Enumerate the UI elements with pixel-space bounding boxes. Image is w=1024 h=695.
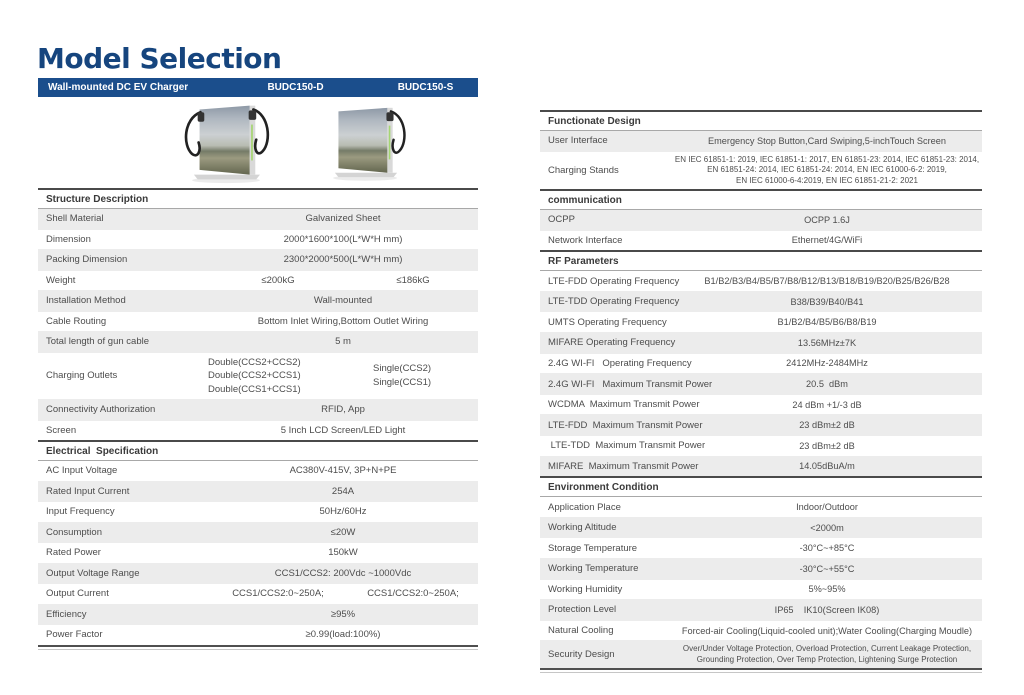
right-table-end-divider — [540, 672, 982, 673]
row-value-model-d: ≤200kG — [261, 274, 295, 286]
row-label: Network Interface — [548, 234, 623, 246]
row-label: Protection Level — [548, 604, 617, 616]
value-line: Single(CCS1) — [373, 376, 432, 388]
row-label: Output Current — [46, 588, 109, 600]
row-label: Efficiency — [46, 608, 87, 620]
row-value: 20.5 dBm — [806, 379, 848, 390]
row-label: Power Factor — [46, 629, 103, 641]
spec-row — [38, 501, 478, 522]
right-table-bottom-border — [540, 668, 982, 671]
spec-row — [38, 229, 478, 250]
page-title: Model Selection — [37, 42, 282, 75]
row-label: MIFARE Maximum Transmit Power — [548, 460, 699, 472]
row-value: 2000*1600*100(L*W*H mm) — [283, 233, 403, 245]
row-label: MIFARE Operating Frequency — [548, 337, 676, 349]
value-line: EN IEC 61851-1: 2019, IEC 61851-1: 2017, EN 61851-23: 2014, IEC 61851-23: 2014, — [674, 154, 980, 164]
spec-row — [540, 373, 982, 394]
row-value: Forced-air Cooling(Liquid-cooled unit);Water Cooling(Charging Moudle) — [681, 625, 973, 636]
left-column — [38, 78, 478, 650]
product-image-budc150-s — [326, 100, 406, 185]
spec-row — [38, 461, 478, 481]
product-category-label: Wall-mounted DC EV Charger — [48, 82, 189, 93]
left-table-end-divider — [38, 649, 478, 650]
spec-row — [540, 517, 982, 538]
row-value: Galvanized Sheet — [305, 213, 381, 225]
row-value: OCPP 1.6J — [804, 214, 850, 225]
row-value-model-s — [373, 359, 478, 392]
value-line: EN IEC 61000-6-4:2019, EN IEC 61851-21-2: 2021 — [736, 175, 918, 185]
spec-row — [540, 456, 982, 477]
row-value: Indoor/Outdoor — [796, 502, 858, 513]
row-value: Ethernet/4G/WiFi — [791, 235, 863, 246]
spec-row — [540, 332, 982, 353]
row-label: User Interface — [548, 135, 608, 147]
section-header: Electrical Specification — [38, 440, 478, 461]
row-label: Weight — [46, 274, 76, 286]
row-value: RFID, App — [321, 404, 365, 416]
row-value: IP65 IK10(Screen IK08) — [774, 604, 880, 615]
row-value: 13.56MHz±7K — [797, 337, 857, 348]
row-label: Working Altitude — [548, 522, 617, 534]
right-spec-table — [540, 110, 982, 668]
row-value: Emergency Stop Button,Card Swiping,5-inchTouch Screen — [708, 135, 946, 146]
section-header: communication — [540, 189, 982, 210]
row-value: 24 dBm +1/-3 dB — [792, 399, 862, 410]
value-line: Grounding Protection, Over Temp Protection, Lightening Surge Protection — [696, 654, 958, 664]
spec-row — [540, 210, 982, 230]
row-label: Installation Method — [46, 295, 126, 307]
row-value: 23 dBm±2 dB — [799, 420, 855, 431]
row-value-model-s: CCS1/CCS2:0~250A; — [367, 588, 459, 600]
row-label: Application Place — [548, 501, 621, 513]
row-value: B1/B2/B3/B4/B5/B7/B8/B12/B13/B18/B19/B20/B25/B26/B28 — [704, 276, 950, 287]
spec-row — [38, 399, 478, 420]
row-label: Working Temperature — [548, 563, 639, 575]
spec-row — [38, 209, 478, 229]
row-value: ≤20W — [330, 526, 356, 538]
row-value: 150kW — [328, 547, 358, 559]
value-line: Double(CCS2+CCS2) — [208, 356, 301, 368]
section-header: Structure Description — [38, 188, 478, 209]
row-label: Cable Routing — [46, 315, 107, 327]
spec-row — [540, 230, 982, 251]
row-value: 5 Inch LCD Screen/LED Light — [280, 424, 406, 436]
spec-row — [540, 558, 982, 579]
row-label: Shell Material — [46, 213, 104, 225]
row-label: AC Input Voltage — [46, 465, 118, 477]
spec-row — [38, 563, 478, 584]
left-spec-table — [38, 188, 478, 645]
row-value: 254A — [331, 485, 355, 497]
spec-row — [38, 624, 478, 645]
spec-row — [38, 290, 478, 311]
row-label: Charging Outlets — [46, 370, 118, 382]
row-value — [672, 641, 982, 668]
section-header: RF Parameters — [540, 250, 982, 271]
row-value: CCS1/CCS2: 200Vdc ~1000Vdc — [274, 567, 412, 579]
row-label: Working Humidity — [548, 583, 623, 595]
row-value: 2300*2000*500(L*W*H mm) — [283, 254, 403, 266]
row-value: 2412MHz-2484MHz — [786, 358, 868, 369]
product-image-budc150-d — [180, 100, 272, 185]
spec-row — [540, 435, 982, 456]
spec-row — [540, 620, 982, 641]
spec-row — [540, 291, 982, 312]
spec-row — [38, 481, 478, 502]
spec-row — [38, 604, 478, 625]
spec-row — [38, 522, 478, 543]
row-label: LTE-TDD Operating Frequency — [548, 296, 680, 308]
row-label: UMTS Operating Frequency — [548, 316, 667, 328]
row-value: ≥0.99(load:100%) — [305, 629, 381, 641]
row-value — [672, 152, 982, 190]
row-label: Output Voltage Range — [46, 567, 140, 579]
spec-row — [540, 271, 982, 291]
row-value: -30°C~+85°C — [799, 543, 855, 554]
left-table-bottom-border — [38, 645, 478, 648]
spec-row — [540, 353, 982, 374]
row-value: 14.05dBuA/m — [799, 461, 855, 472]
spec-row — [540, 537, 982, 558]
row-label: Charging Stands — [548, 164, 619, 176]
spec-row — [540, 640, 982, 668]
spec-row — [540, 151, 982, 190]
model-d-header: BUDC150-D — [267, 82, 324, 93]
row-label: 2.4G WI-FI Operating Frequency — [548, 357, 692, 369]
row-value: Bottom Inlet Wiring,Bottom Outlet Wiring — [257, 315, 429, 327]
spec-row — [38, 352, 478, 400]
row-value: 5%~95% — [808, 584, 846, 595]
row-label: Dimension — [46, 233, 91, 245]
spec-row — [38, 270, 478, 291]
row-value: -30°C~+55°C — [799, 563, 855, 574]
row-label: Connectivity Authorization — [46, 404, 156, 416]
row-label: Rated Power — [46, 547, 101, 559]
value-line: Single(CCS2) — [373, 363, 432, 375]
section-header: Functionate Design — [540, 110, 982, 131]
spec-row — [540, 497, 982, 517]
spec-row — [540, 579, 982, 600]
product-images-row — [38, 97, 478, 188]
row-value: 5 m — [335, 336, 351, 348]
row-label: Consumption — [46, 526, 102, 538]
row-label: OCPP — [548, 214, 575, 226]
row-value: 23 dBm±2 dB — [799, 440, 855, 451]
row-value: 50Hz/60Hz — [319, 506, 367, 518]
row-value: <2000m — [810, 522, 844, 533]
right-column — [540, 110, 982, 673]
row-label: Total length of gun cable — [46, 336, 149, 348]
row-label: Input Frequency — [46, 506, 115, 518]
row-label: Storage Temperature — [548, 542, 638, 554]
spec-row — [38, 583, 478, 604]
spec-row — [38, 311, 478, 332]
spec-row — [540, 394, 982, 415]
spec-row — [540, 414, 982, 435]
product-table-header — [38, 78, 478, 97]
row-value-model-d — [208, 353, 373, 400]
row-label: Security Design — [548, 649, 615, 661]
row-value: ≥95% — [330, 608, 356, 620]
value-line: EN 61851-24: 2014, IEC 61851-24: 2014, EN IEC 61000-6-2: 2019, — [707, 165, 947, 175]
spec-row — [38, 331, 478, 352]
row-value: B38/B39/B40/B41 — [790, 296, 864, 307]
spec-row — [38, 249, 478, 270]
spec-row — [38, 542, 478, 563]
row-label: Packing Dimension — [46, 254, 128, 266]
row-value: Wall-mounted — [313, 295, 373, 307]
row-value-model-s: ≤186kG — [396, 274, 430, 286]
row-label: LTE-FDD Operating Frequency — [548, 275, 680, 287]
row-value: AC380V-415V, 3P+N+PE — [289, 465, 397, 477]
spec-row — [540, 599, 982, 620]
row-value: B1/B2/B4/B5/B6/B8/B19 — [777, 317, 877, 328]
row-label: 2.4G WI-FI Maximum Transmit Power — [548, 378, 713, 390]
section-header: Environment Condition — [540, 476, 982, 497]
row-label: LTE-TDD Maximum Transmit Power — [548, 440, 706, 452]
row-label: Natural Cooling — [548, 625, 614, 637]
row-label: WCDMA Maximum Transmit Power — [548, 399, 700, 411]
row-label: Rated Input Current — [46, 485, 130, 497]
row-label: Screen — [46, 424, 77, 436]
value-line: Double(CCS1+CCS1) — [208, 383, 301, 395]
row-value-model-d: CCS1/CCS2:0~250A; — [232, 588, 324, 600]
spec-row — [540, 311, 982, 332]
value-line: Double(CCS2+CCS1) — [208, 370, 301, 381]
spec-row — [540, 131, 982, 151]
spec-row — [38, 420, 478, 441]
value-line: Over/Under Voltage Protection, Overload Protection, Current Leakage Protection, — [682, 644, 972, 654]
row-label: LTE-FDD Maximum Transmit Power — [548, 419, 703, 431]
model-s-header: BUDC150-S — [397, 82, 454, 93]
